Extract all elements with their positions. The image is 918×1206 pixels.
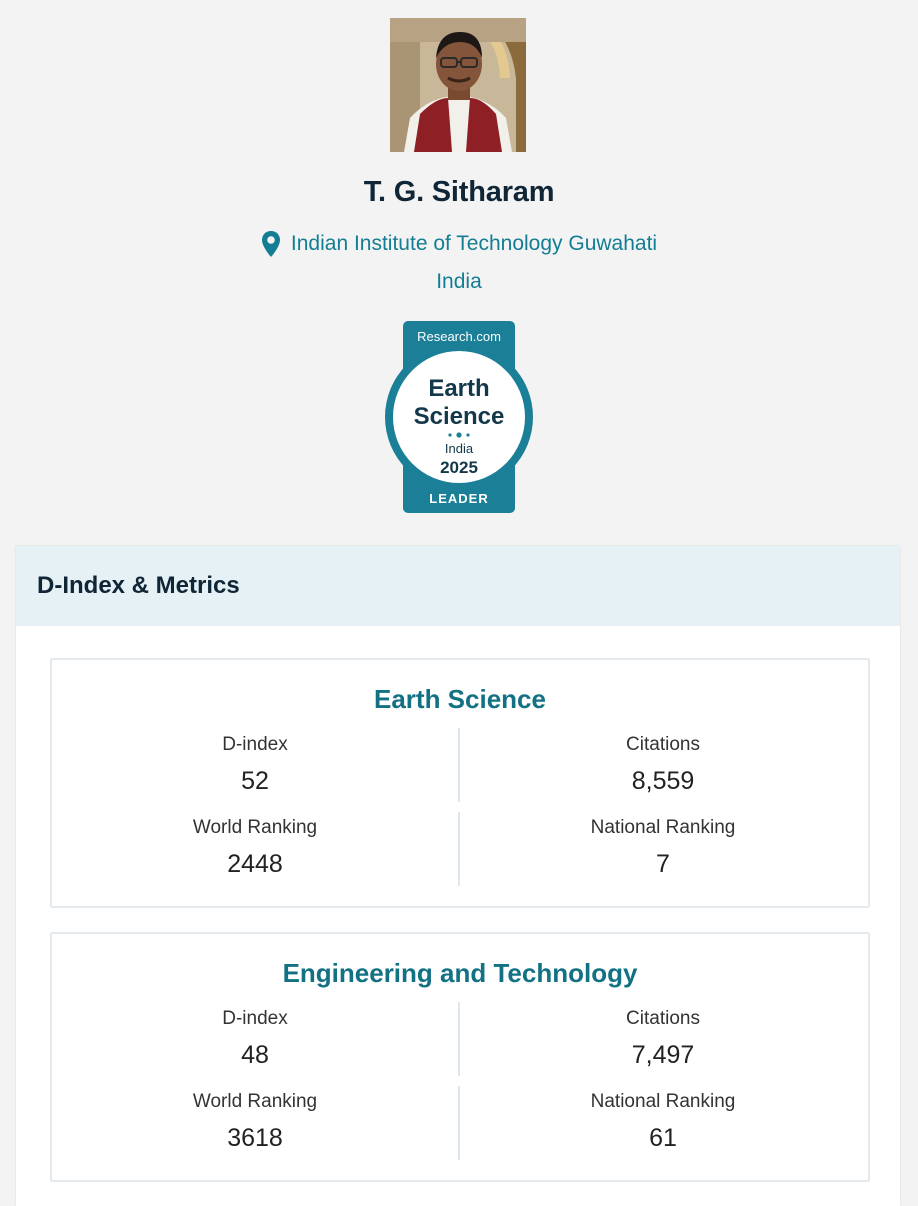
national-ranking-value: 7 [656, 850, 670, 878]
national-ranking-cell [460, 817, 866, 879]
profile-photo [390, 18, 526, 152]
badge-ribbon: LEADER [429, 491, 489, 506]
institution-link[interactable]: Indian Institute of Technology Guwahati [290, 232, 658, 255]
country-link[interactable]: India [436, 270, 482, 293]
dindex-label: D-index [222, 1008, 288, 1029]
metrics-card-engineering [50, 932, 870, 1182]
section-title[interactable]: Earth Science [374, 684, 546, 714]
citations-value: 7,497 [631, 1041, 695, 1069]
badge-brand: Research.com [417, 329, 501, 344]
world-ranking-label: World Ranking [192, 1091, 318, 1112]
dindex-value: 48 [241, 1041, 269, 1069]
national-ranking-label: National Ranking [590, 817, 736, 838]
world-ranking-value: 2448 [227, 850, 283, 878]
research-badge [385, 321, 533, 513]
world-ranking-cell [52, 1091, 458, 1153]
citations-cell [460, 1008, 866, 1070]
map-pin-icon [261, 230, 281, 258]
affiliation [0, 229, 918, 297]
world-ranking-cell [52, 817, 458, 879]
citations-value: 8,559 [631, 767, 695, 795]
dindex-cell [52, 1008, 458, 1070]
metrics-panel [16, 546, 900, 1206]
national-ranking-label: National Ranking [590, 1091, 736, 1112]
badge-line2: Science [413, 403, 505, 430]
citations-label: Citations [626, 1008, 700, 1029]
section-title[interactable]: Engineering and Technology [282, 958, 638, 988]
citations-cell [460, 734, 866, 796]
citations-label: Citations [626, 734, 700, 755]
dindex-value: 52 [241, 767, 269, 795]
badge-region: India [444, 441, 474, 456]
dindex-cell [52, 734, 458, 796]
world-ranking-value: 3618 [227, 1124, 283, 1152]
national-ranking-cell [460, 1091, 866, 1153]
national-ranking-value: 61 [649, 1124, 677, 1152]
dindex-label: D-index [222, 734, 288, 755]
badge-year: 2025 [440, 458, 478, 477]
badge-line1: Earth [428, 375, 490, 402]
world-ranking-label: World Ranking [192, 817, 318, 838]
metrics-heading: D-Index & Metrics [16, 546, 900, 626]
metrics-card-earth-science [50, 658, 870, 908]
profile-name: T. G. Sitharam [363, 176, 555, 208]
